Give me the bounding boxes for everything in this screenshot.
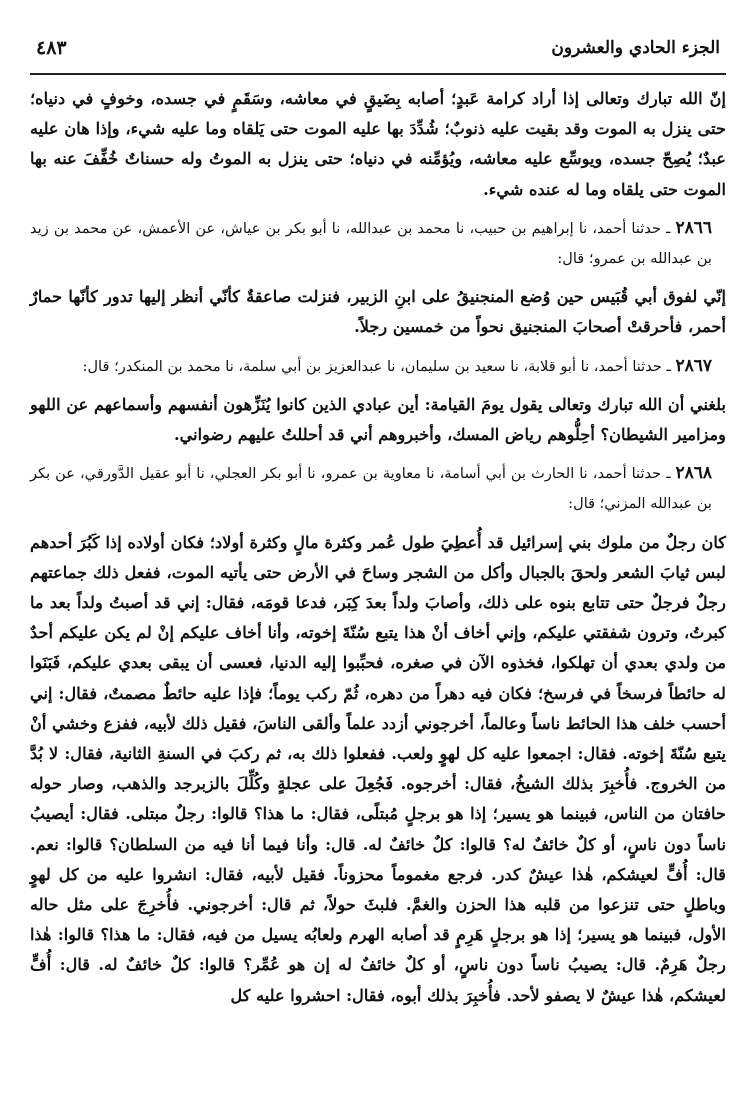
- header-rule: [30, 73, 726, 75]
- isnad-text: ٢٨٦٨ ـ حدثنا أحمد، نا الحارث بن أبي أسامة، نا معاوية بن عمرو، نا أبو بكر العجلي، نا أبو عقيل الدَّورقي، عن بكر بن عبدالله المزني؛ قال:: [30, 463, 712, 513]
- running-title: الجزء الحادي والعشرون: [551, 38, 720, 58]
- hadith-text: كان رجلٌ من ملوك بني إسرائيل قد أُعطِيَ طول عُمر وكثرة مالٍ وكثرة أولاد؛ فكان أولاده إذا كَبُرَ أحدهم لبس ثيابَ الشعر ولحقَ بالجبال وأكل من الشجر وساحَ في الأرض حتى يأتيه الموت، ففعل ذلك جماعتهم رجلٌ فرجلٌ حتى تتابع بنوه على ذلك، وأصابَ ولداً بعدَ كِبَر، فدعا قومَه، فقال: إني قد أصبتُ ولداً بعد ما كبرتُ، وترون شفقتي عليكم، وإني أخاف أنْ هذا يتبع سُنّةَ إخوته، وأنا أخاف عليكم إنْ لم يكن عليكم أحدٌ من ولدي بعدي أن تهلكوا، فخذوه الآن في صغره، فحبِّبوا إليه الدنيا، فعسى أن يبقى بعدي عليكم، فَبَنَوا له حائطاً فرسخاً في فرسخ؛ فكان فيه دهراً من دهره، ثُمّ ركب يوماً؛ فإذا عليه حائطٌ مصمتٌ، فقال: إني أحسب خلف هذا الحائط ناساً وعالماً، أخرجوني أزدد علماً وألقى الناسَ، فقيل ذلك لأبيه، ففزع وخشي أنْ يتبع سُنّةَ إخوته. فقال: اجمعوا عليه كل لهوٍ ولعب. ففعلوا ذلك به، ثم ركبَ في السنةِ الثانية، فقال: لا بُدَّ من الخروج. فأُخبِرَ بذلك الشيخُ، فقال: أخرجوه. فَجُعِلَ على عجلةٍ وكُلِّلَ بالزبرجد والذهب، وصار حوله حافتان من الناس، فبينما هو يسير؛ إذا هو برجلٍ مُبتلًى، فقال: ما هذا؟ قالوا: رجلٌ مبتلى. فقال: أيصيبُ ناساً دون ناسٍ، أو كلٌ خائفٌ له؟ قالوا: كلٌ خائفٌ له. قال: وأنا فيما أنا فيه من السلطان؟ قالوا: نعم. قال: أُفٍّ لعيشكم، هٰذا عيشٌ كدر. فرجع مغموماً محزوناً. فقيل لأبيه، فقال: انشروا عليه من كل لهوٍ وباطلٍ حتى تنزعوا من قلبه هذا الحزن والغمَّ. فلبثَ حولاً، ثم قال: أخرجوني. فأُخرِجَ على مثل حاله الأول، فبينما هو يسير؛ إذا هو برجلٍ هَرِمٍ قد أصابه الهرم ولعابُه يسيل من فيه، فقال: ما هذا؟ قالوا: هٰذا رجلٌ هَرِمٌ. قال: يصيبُ ناساً دون ناسٍ، أو كلٌ خائفٌ له إن هو عُمِّر؟ قالوا: كلٌ خائفٌ له. قال: أُفٍّ لعيشكم، هٰذا عيشٌ لا يصفو لأحد. فأُخبِرَ بذلك أبوه، فقال: احشروا عليه كل: [30, 532, 726, 1005]
- hadith-text: إنّ الله تبارك وتعالى إذا أراد كرامة عَبدٍ؛ أصابه بِضَيقٍ في معاشه، وسَقَمٍ في جسده، وخوفٍ في دنياه؛ حتى ينزل به الموت وقد بقيت عليه ذنوبٌ؛ شُدِّدَ بها عليه الموت حتى يَلقاه وما عليه شيء، وإذا هان عليه عبدٌ؛ يُصِحّ جسده، ويوسِّع عليه معاشه، ويُؤمِّنه في دنياه؛ حتى ينزل به الموتُ وله حسناتٌ خُفِّفَ عنه بها الموت حتى يلقاه وما له عنده شيء.: [30, 89, 726, 199]
- hadith-number: ٢٨٦٦: [675, 217, 712, 238]
- hadith-number: ٢٨٦٧: [675, 355, 712, 376]
- hadith-number: ٢٨٦٨: [675, 463, 712, 484]
- page-body: [30, 84, 726, 1019]
- page-header: [36, 28, 720, 68]
- hadith-text: بلغني أن الله تبارك وتعالى يقول يومَ القيامة: أين عبادي الذين كانوا يُنَزِّهون أنفسهم وأسماعهم عن اللهو ومزامير الشيطان؟ أحِلُّوهم رياض المسك، وأخبروهم أني قد أحللتُ عليهم رضواني.: [30, 394, 726, 445]
- page-number: ٤٨٣: [36, 37, 67, 59]
- isnad-text: ٢٨٦٦ ـ حدثنا أحمد، نا إبراهيم بن حبيب، نا محمد بن عبدالله، نا أبو بكر بن عياش، عن الأعمش، عن محمد بن زيد بن عبدالله بن عمرو؛ قال:: [30, 217, 712, 268]
- isnad-text: ٢٨٦٧ ـ حدثنا أحمد، نا أبو قلابة، نا سعيد بن سليمان، نا عبدالعزيز بن أبي سلمة، نا محمد بن المنكدر؛ قال:: [82, 355, 712, 376]
- hadith-text: إنّي لفوق أبي قُبَيس حين وُضع المنجنيقُ على ابنِ الزبير، فنزلت صاعقةٌ كأنّي أنظر إليها تدور كأنّها حمارٌ أحمر، فأحرقتْ أصحابَ المنجنيق نحواً من خمسين رجلاً.: [30, 287, 726, 337]
